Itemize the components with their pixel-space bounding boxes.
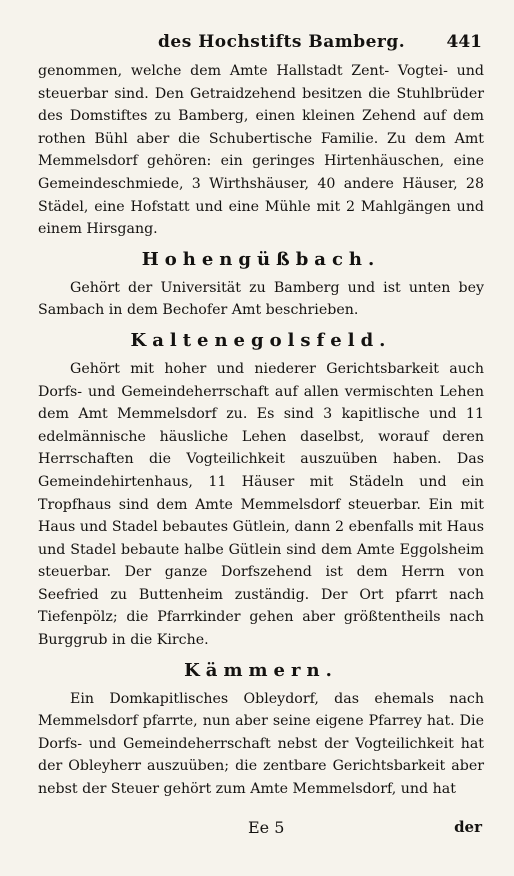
signature-mark: Ee 5 (248, 818, 285, 837)
running-head: des Hochstifts Bamberg. (158, 32, 406, 52)
catchword: der (454, 818, 482, 836)
page-footer (38, 818, 484, 846)
section-text-kaltenegolsfeld: Gehört mit hoher und niederer Gerichtsbarkeit auch Dorfs- und Gemeindeherrschaft auf allen vermischten Lehen dem Amt Memmelsdorf zu. Es sind 3 kapitlische und 11 edelmännische häusliche Lehen daselbst, worauf deren Herrschaften die Vogteilichkeit auszuüben haben. Das Gemeindehirtenhaus, 11 Häuser mit Städeln und ein Tropfhaus sind dem Amte Memmelsdorf steuerbar. Ein mit Haus und Stadel bebautes Gütlein, dann 2 ebenfalls mit Haus und Stadel bebaute halbe Gütlein sind dem Amte Eggolsheim steuerbar. Der ganze Dorfszehend ist dem Herrn von Seefried zu Buttenheim zuständig. Der Ort pfarrt nach Tiefenpölz; die Pfarrkinder gehen aber größtentheils nach Burggrub in die Kirche. (38, 360, 484, 649)
section-text-hohenguessbach: Gehört der Universität zu Bamberg und ist unten bey Sambach in dem Bechofer Amt beschrieben. (38, 279, 484, 319)
page-number: 441 (446, 32, 482, 52)
page-header (38, 26, 484, 60)
section-heading-hohenguessbach: Hohengüßbach. (141, 248, 381, 270)
section-heading-kaemmern: Kämmern. (184, 659, 338, 681)
intro-paragraph: genommen, welche dem Amte Hallstadt Zent- Vogtei- und steuerbar sind. Den Getraidzehend besitzen die Stuhlbrüder des Domstiftes zu Bamberg, einen kleinen Zehend auf dem rothen Bühl aber die Schubertische Familie. Zu dem Amt Memmelsdorf gehören: ein geringes Hirtenhäuschen, eine Gemeindeschmiede, 3 Wirthshäuser, 40 andere Häuser, 28 Städel, eine Hofstatt und eine Mühle mit 2 Mahlgängen und einem Hirsgang. (38, 63, 484, 238)
section-text-kaemmern: Ein Domkapitlisches Obleydorf, das ehemals nach Memmelsdorf pfarrte, nun aber seine eigene Pfarrey hat. Die Dorfs- und Gemeindeherrschaft nebst der Vogteilichkeit hat der Obleyherr auszuüben; die zentbare Gerichtsbarkeit aber nebst der Steuer gehört zum Amte Memmelsdorf, und hat (38, 690, 484, 798)
section-heading-kaltenegolsfeld: Kaltenegolsfeld. (130, 329, 392, 351)
